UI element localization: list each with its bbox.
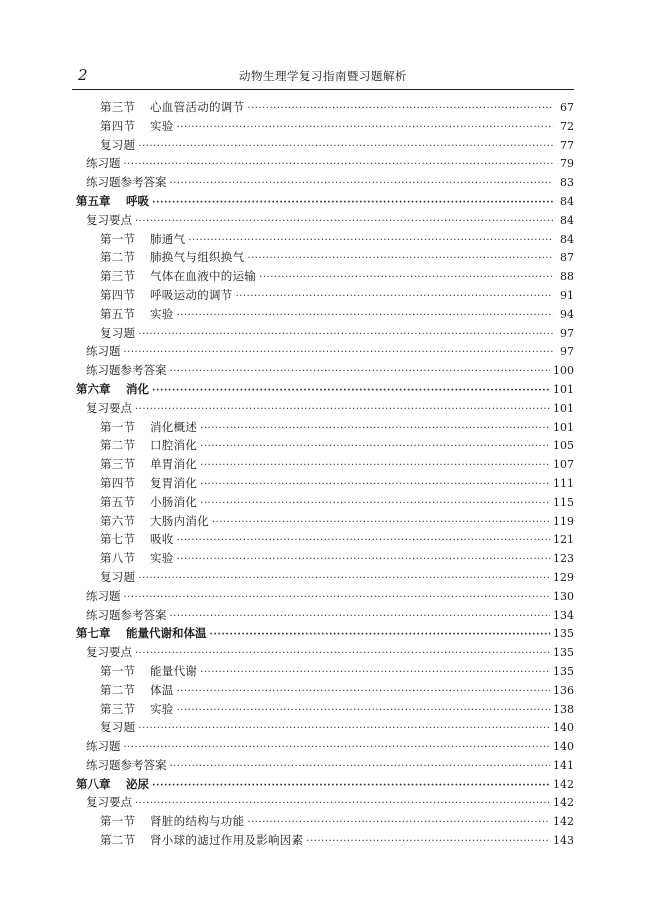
toc-page-number: 143 [553,834,574,848]
dot-leader [200,495,550,509]
toc-entry-title [100,663,197,679]
toc-entry-title [100,437,197,453]
toc-entry-title [86,362,167,378]
toc-page-number: 121 [553,533,574,547]
dot-leader [152,777,550,791]
dot-leader [152,382,550,396]
toc-entry-label: 第三节 [100,269,136,284]
toc-entry-title [86,588,121,604]
toc-page-number: 72 [560,119,574,133]
toc-page-number: 141 [553,758,574,772]
toc-page-number: 87 [560,251,574,265]
toc-chapter-row[interactable] [72,193,574,212]
toc-entry-label: 第五节 [100,306,136,321]
toc-chapter-row[interactable] [72,625,574,644]
toc-entry-text: 练习题 [86,344,121,359]
toc-entry-title [86,400,132,416]
toc-page-number: 135 [553,627,574,641]
toc-entry-text: 练习题 [86,156,121,171]
toc-entry-title [86,212,132,228]
dot-leader [236,288,553,302]
dot-leader [200,664,550,678]
toc-entry-row[interactable] [72,550,574,569]
dot-leader [212,514,550,528]
dot-leader [152,194,553,208]
toc-page-number: 83 [560,176,574,190]
toc-page-number: 135 [553,646,574,660]
toc-entry-label: 第二节 [100,682,136,697]
toc-page-number: 138 [553,702,574,716]
dot-leader [177,307,553,321]
toc-entry-title [86,607,167,623]
dot-leader [247,100,553,114]
toc-entry-label: 第六章 [76,381,111,396]
toc-entry-row[interactable] [72,701,574,720]
toc-entry-text: 肺换气与组织换气 [150,250,245,265]
toc-entry-row[interactable] [72,118,574,137]
toc-entry-title [100,832,303,848]
toc-entry-title [100,419,197,435]
toc-entry-title [86,757,167,773]
toc-entry-text: 实验 [150,701,174,716]
toc-entry-title [76,625,207,641]
toc-entry-row[interactable] [72,268,574,287]
toc-entry-label: 第三节 [100,701,136,716]
toc-entry-title [100,550,174,566]
toc-page-number: 84 [560,194,574,208]
toc-entry-row[interactable] [72,325,574,344]
toc-entry-text: 复习题 [100,137,136,152]
toc-entry-text: 能量代谢 [150,663,198,678]
toc-entry-title [100,268,256,284]
toc-entry-title [76,381,149,397]
toc-page-number: 84 [560,213,574,227]
toc-entry-label: 第七章 [76,626,111,641]
dot-leader [138,720,550,734]
toc-entry-title [100,118,174,134]
dot-leader [135,213,553,227]
toc-entry-title [86,343,121,359]
toc-page-number: 100 [553,364,574,378]
toc-chapter-row[interactable] [72,776,574,795]
toc-page-number: 88 [560,270,574,284]
toc-entry-title [100,569,135,585]
toc-page-number: 136 [553,683,574,697]
dot-leader [170,175,554,189]
toc-entry-title [100,231,185,247]
toc-entry-row[interactable] [72,794,574,813]
toc-entry-text: 口腔消化 [150,438,198,453]
toc-entry-row[interactable] [72,494,574,513]
toc-entry-title [76,193,149,209]
toc-entry-row[interactable] [72,306,574,325]
toc-entry-text: 消化 [126,381,149,396]
toc-entry-text: 复习题 [100,325,136,340]
toc-entry-title [86,794,132,810]
toc-entry-row[interactable] [72,99,574,118]
toc-entry-label: 第五章 [76,193,111,208]
toc-entry-row[interactable] [72,174,574,193]
toc-page-number: 101 [553,420,574,434]
dot-leader [170,758,551,772]
toc-entry-text: 复习要点 [86,212,132,227]
toc-page-number: 111 [553,476,574,490]
toc-entry-text: 气体在血液中的运输 [150,269,257,284]
toc-page-number: 142 [553,796,574,810]
toc-entry-row[interactable] [72,137,574,156]
toc-entry-title [100,719,135,735]
toc-entry-text: 心血管活动的调节 [150,100,245,114]
toc-entry-text: 实验 [150,551,174,566]
toc-entry-row[interactable] [72,343,574,362]
toc-entry-title [86,644,132,660]
toc-page-number: 97 [560,345,574,359]
toc-page-number: 134 [553,608,574,622]
toc-entry-row[interactable] [72,456,574,475]
toc-page-number: 119 [553,514,574,528]
toc-entry-row[interactable] [72,400,574,419]
toc-entry-row[interactable] [72,475,574,494]
toc-entry-row[interactable] [72,682,574,701]
dot-leader [138,326,553,340]
dot-leader [124,589,551,603]
toc-page-number: 123 [553,552,574,566]
dot-leader [170,608,551,622]
toc-entry-text: 体温 [150,682,174,697]
toc-entry-text: 复习要点 [86,400,132,415]
toc-entry-row[interactable] [72,249,574,268]
toc-page-number: 140 [553,740,574,754]
toc-entry-title [100,137,135,153]
toc-entry-text: 复习要点 [86,795,132,810]
toc-entry-label: 第一节 [100,419,136,434]
dot-leader [188,232,553,246]
toc-entry-text: 复习题 [100,720,136,735]
toc-entry-row[interactable] [72,644,574,663]
toc-entry-text: 消化概述 [150,419,198,434]
table-of-contents [72,99,574,851]
toc-entry-row[interactable] [72,287,574,306]
toc-entry-title [100,99,244,115]
toc-entry-title [100,813,244,829]
toc-entry-label: 第八节 [100,551,136,566]
toc-entry-title [100,475,197,491]
toc-entry-title [86,174,167,190]
toc-entry-title [86,155,121,171]
toc-entry-row[interactable] [72,231,574,250]
toc-entry-title [100,325,135,341]
dot-leader [177,683,550,697]
toc-entry-label: 第四节 [100,287,136,302]
toc-entry-row[interactable] [72,437,574,456]
toc-entry-row[interactable] [72,832,574,851]
toc-entry-row[interactable] [72,155,574,174]
toc-entry-row[interactable] [72,607,574,626]
dot-leader [200,457,550,471]
toc-entry-text: 小肠消化 [150,494,198,509]
toc-entry-label: 第四节 [100,118,136,133]
toc-entry-text: 练习题参考答案 [86,607,167,622]
page-header [72,66,574,90]
toc-entry-label: 第八章 [76,776,111,791]
toc-page-number: 94 [560,307,574,321]
toc-page-number: 97 [560,326,574,340]
toc-entry-label: 第一节 [100,231,136,246]
toc-entry-text: 肺通气 [150,231,186,246]
toc-entry-text: 呼吸运动的调节 [150,287,233,302]
dot-leader [177,551,550,565]
toc-page-number: 105 [553,439,574,453]
toc-entry-label: 第一节 [100,663,136,678]
dot-leader [259,269,553,283]
dot-leader [124,344,554,358]
toc-entry-text: 练习题 [86,588,121,603]
dot-leader [170,363,551,377]
toc-entry-label: 第二节 [100,250,136,265]
toc-entry-text: 呼吸 [126,193,149,208]
toc-entry-row[interactable] [72,212,574,231]
toc-entry-label: 第七节 [100,532,136,547]
dot-leader [138,570,550,584]
toc-entry-title [100,249,244,265]
toc-entry-row[interactable] [72,588,574,607]
toc-page-number: 67 [560,101,574,114]
toc-page-number: 79 [560,157,574,171]
toc-entry-title [100,513,209,529]
dot-leader [200,420,550,434]
dot-leader [135,401,550,415]
toc-entry-text: 肾小球的滤过作用及影响因素 [150,833,304,848]
toc-entry-text: 单胃消化 [150,457,198,472]
dot-leader [124,739,551,753]
toc-entry-text: 吸收 [150,532,174,547]
toc-entry-label: 第五节 [100,494,136,509]
toc-entry-text: 大肠内消化 [150,513,209,528]
toc-entry-row[interactable] [72,513,574,532]
toc-entry-title [100,531,174,547]
dot-leader [135,795,550,809]
toc-entry-title [100,287,233,303]
toc-entry-text: 泌尿 [126,776,149,791]
toc-entry-text: 肾脏的结构与功能 [150,814,245,829]
toc-page-number: 101 [553,382,574,396]
toc-entry-text: 能量代谢和体温 [126,626,207,641]
page-number: 2 [78,66,88,84]
dot-leader [177,119,553,133]
toc-entry-label: 第二节 [100,438,136,453]
toc-entry-row[interactable] [72,569,574,588]
toc-entry-title [100,682,174,698]
toc-entry-title [100,701,174,717]
toc-entry-label: 第四节 [100,475,136,490]
toc-page-number: 140 [553,721,574,735]
toc-entry-title [100,494,197,510]
dot-leader [177,532,550,546]
toc-entry-text: 练习题 [86,739,121,754]
toc-entry-title [76,776,149,792]
toc-page-number: 142 [553,815,574,829]
toc-entry-row[interactable] [72,757,574,776]
toc-entry-title [100,306,174,322]
toc-entry-text: 实验 [150,306,174,321]
dot-leader [200,438,550,452]
dot-leader [247,250,553,264]
toc-entry-row[interactable] [72,719,574,738]
dot-leader [210,626,551,640]
dot-leader [306,833,550,847]
book-title: 动物生理学复习指南暨习题解析 [239,69,407,83]
toc-entry-label: 第一节 [100,814,136,829]
toc-entry-text: 实验 [150,118,174,133]
toc-entry-text: 练习题参考答案 [86,363,167,378]
toc-entry-text: 复习要点 [86,645,132,660]
toc-entry-row[interactable] [72,531,574,550]
toc-entry-text: 复习题 [100,569,136,584]
dot-leader [138,138,553,152]
toc-entry-label: 第二节 [100,833,136,848]
toc-chapter-row[interactable] [72,381,574,400]
toc-entry-row[interactable] [72,419,574,438]
toc-page-number: 101 [553,401,574,415]
toc-entry-title [86,738,121,754]
toc-page-number: 107 [553,458,574,472]
toc-entry-row[interactable] [72,663,574,682]
toc-entry-label: 第三节 [100,100,136,114]
toc-page-number: 77 [560,138,574,152]
toc-entry-row[interactable] [72,738,574,757]
toc-page-number: 91 [560,288,574,302]
dot-leader [200,476,550,490]
toc-entry-label: 第三节 [100,457,136,472]
toc-entry-text: 练习题参考答案 [86,757,167,772]
dot-leader [247,814,550,828]
toc-entry-row[interactable] [72,362,574,381]
toc-entry-label: 第六节 [100,513,136,528]
toc-page-number: 115 [553,495,574,509]
toc-entry-text: 复胃消化 [150,475,198,490]
header-rule [72,89,574,90]
toc-page-number: 135 [553,664,574,678]
toc-page-number: 84 [560,232,574,246]
dot-leader [124,156,554,170]
toc-entry-row[interactable] [72,813,574,832]
dot-leader [177,702,550,716]
toc-page-number: 142 [553,777,574,791]
toc-entry-text: 练习题参考答案 [86,175,167,190]
toc-page-number: 129 [553,570,574,584]
toc-page-number: 130 [553,589,574,603]
dot-leader [135,645,550,659]
toc-entry-title [100,456,197,472]
